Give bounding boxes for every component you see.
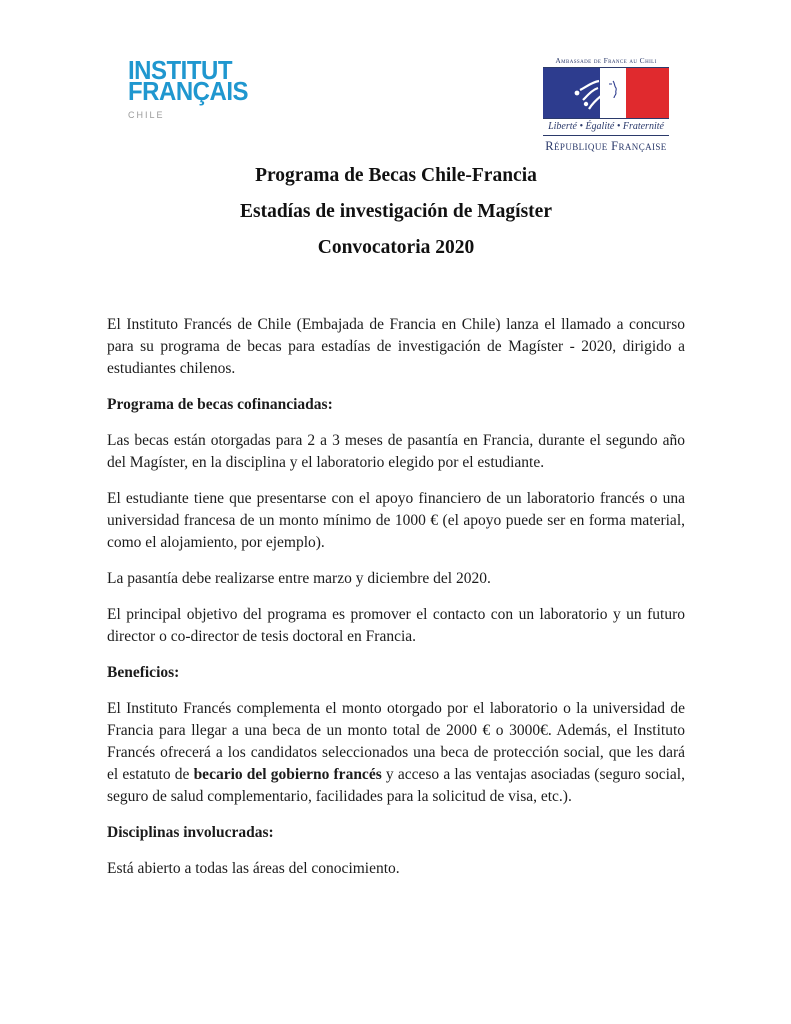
embassy-logo xyxy=(543,56,669,154)
beneficios-bold-phrase: becario del gobierno francés xyxy=(193,766,382,783)
paragraph-objetivo: El principal objetivo del programa es promover el contacto con un laboratorio y un futuro director o co-director de tesis doctoral en Francia. xyxy=(107,606,685,645)
embassy-logo-motto: Liberté • Égalité • Fraternité xyxy=(543,118,669,136)
paragraph-estudiante: El estudiante tiene que presentarse con el apoyo financiero de un laboratorio francés o una universidad francesa de un monto mínimo de 1000 € (el apoyo puede ser en forma material, como el alojamiento, por ejemplo). xyxy=(107,490,685,551)
paragraph-beneficios xyxy=(107,698,685,808)
institut-logo-line1: INSTITUT xyxy=(128,56,232,86)
heading-cofinanciadas: Programa de becas cofinanciadas: xyxy=(107,396,333,413)
heading-beneficios: Beneficios: xyxy=(107,664,180,681)
title-line-1: Programa de Becas Chile-Francia xyxy=(255,165,537,186)
embassy-logo-title: Ambassade de France au Chili xyxy=(543,56,669,68)
institut-logo-line2: FRANÇAIS xyxy=(128,77,248,107)
paragraph-becas: Las becas están otorgadas para 2 a 3 meses de pasantía en Francia, durante el segundo año del Magíster, en la disciplina y el laboratorio elegido por el estudiante. xyxy=(107,432,685,471)
document-title-block xyxy=(107,164,685,260)
heading-disciplinas: Disciplinas involucradas: xyxy=(107,824,274,841)
institut-logo-country: CHILE xyxy=(128,110,165,120)
paragraph-disciplinas: Está abierto a todas las áreas del conocimiento. xyxy=(107,860,400,877)
title-line-2: Estadías de investigación de Magíster xyxy=(240,201,552,222)
beneficios-text-end: y acceso a las ventajas asociadas (seguro social, seguro de salud complementario, facilidades para la solicitud de visa, etc.). xyxy=(107,766,685,805)
document-content xyxy=(107,164,685,894)
institut-francais-logo xyxy=(128,56,248,120)
marianne-flag-icon xyxy=(543,68,669,118)
beneficios-text-start: El Instituto Francés complementa el monto otorgado por el laboratorio o la universidad de Francia para llegar a una beca de un monto total de 2000 € o 3000€. Además, el Instituto Francés ofrecerá a los candidatos seleccionados una beca de protección social, que les dará el estatuto de xyxy=(107,700,685,783)
title-line-3: Convocatoria 2020 xyxy=(317,237,475,258)
paragraph-pasantia: La pasantía debe realizarse entre marzo y diciembre del 2020. xyxy=(107,570,491,587)
paragraph-intro: El Instituto Francés de Chile (Embajada de Francia en Chile) lanza el llamado a concurso para su programa de becas para estadías de investigación de Magíster - 2020, dirigido a estudiantes chilenos. xyxy=(107,316,685,377)
embassy-logo-republique: République Française xyxy=(545,139,667,153)
